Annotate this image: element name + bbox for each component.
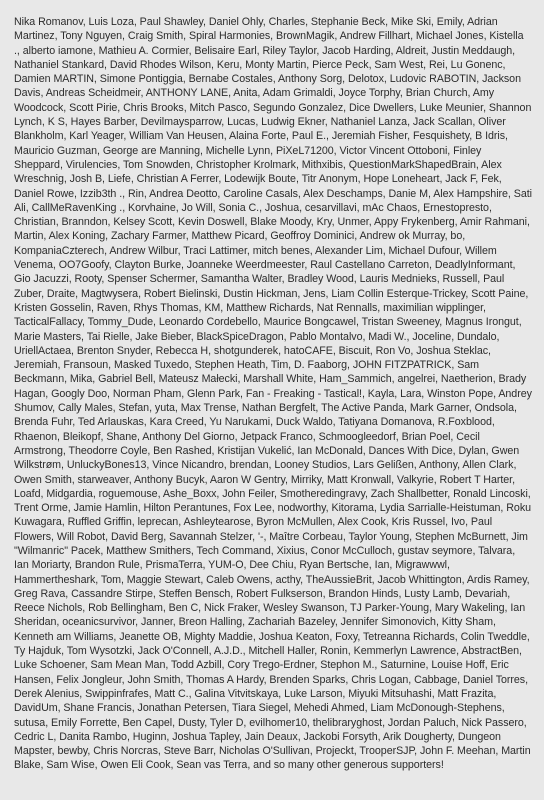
backer-credits-paragraph: Nika Romanov, Luis Loza, Paul Shawley, Daniel Ohly, Charles, Stephanie Beck, Mike Ski, Emily, Adrian Martinez, Tony Nguyen, Craig Smith, Spiral Harmonies, BrownMagik, Andrew Fillhart, Michael Jones, Kistella ., alberto iamone, Mathieu A. Cormier, Belisaire Earl, Riley Taylor, Jacob Harding, Aldreit, Justin Meddaugh, Nathaniel Stankard, David Rhodes Wilson, Keru, Monty Martin, Pierce Peck, Sam West, Rei, Lu Gonenc, Damien MARTIN, Simone Pontiggia, Bernabe Costales, Anthony Sorg, Delotox, Ludovic RABOTIN, Jackson Davis, Andreas Scheidmeir, ANTHONY LANE, Anita, Adam Grimaldi, Joyce Torphy, Brian Church, Amy Woodcock, Scott Pirie, Chris Brooks, Mitch Pasco, Segundo Gonzalez, Dice Dwellers, Luke Meunier, Shannon Lynch, K S, Hayes Barber, Devilmaysparrow, Lucas, Ludwig Ekner, Nathaniel Lanza, Jack Scallan, Oliver Blankholm, Karl Yeager, William Van Heusen, Alaina Forte, Paul E., Jeremiah Fisher, Fesquishety, B Idris, Mauricio Guzman, George are Manning, Michelle Lynn, PiXeL71200, Victor Vincent Ottoboni, Finley Sheppard, Virulencies, Tom Snowden, Christopher Krolmark, Mithxibis, QuestionMarkShapedBrain, Alex Wreschnig, Josh B, Liefe, Christian A Ferrer, Lodewijk Boute, Titr Anonym, Hope Loneheart, Jack F, Fek, Daniel Rowe, Izzib3th ., Rin, Andrea Deotto, Caroline Casals, Alex Deschamps, Danie M, Alex Hampshire, Sati Ali, CallMeRavenKing ., Korvhaine, Jo Will, Sonia C., Joshua, cesarvillavi, mAc Chaos, Ernestopresto, Christian, Branndon, Kelsey Scott, Kevin Doswell, Blake Moody, Kry, Unmer, Appy Frykenberg, Amir Rahmani, Martin, Alex Koning, Zachary Farmer, Matthew Picard, Geoffroy Dominici, Andrew ok Murray, bo, KompaniaCzterech, Andrew Wilbur, Traci Lattimer, mitch benes, Alexander Lim, Michael Dufour, Willem Venema, OO7Goofy, Clayton Burke, Joanneke Weerdmeester, Raul Castellano Carreton, DeadlyInformant, Gio Jacuzzi, Rooty, Spenser Schermer, Samantha Walter, Bradley Wood, Lauris Mednieks, Russell, Paul Zuber, Draite, Magtwysera, Robert Bielinski, Dustin Hickman, Jens, Liam Collin Esterque-Trickey, Scott Paine, Kristen Gosselin, Raven, Rhys Thomas, KM, Matthew Richards, Nat Rennalls, maximilian wipplinger, TacticalFallacy, Tommy_Dude, Leonardo Cordebello, Maurice Bongcawel, Tristan Sweeney, Magnus Irongut, Marie Masters, Tai Rielle, Jake Bieber, BlackSpiceDragon, Pablo Montalvo, Madi W., Joceline, Dundalo, UriellActaea, Brenton Snyder, Rebecca H, shotgunderek, hatoCAFE, Biscuit, Ron Vo, Joshua Steklac, Jeremiah, Fransoun, Masked Tuxedo, Stephen Heath, Tim, D. Faaborg, JOHN FITZPATRICK, Sam Beckmann, Mika, Gabriel Bell, Mateusz Małecki, Marshall White, Ham_Sammich, angelrei, Naetherion, Brady Hagan, Googly Doo, Norman Pham, Glenn Park, Fan - Freaking - Tastical!, Kayla, Lara, Winston Pope, Andrey Shumov, Cally Males, Stefan, yuta, Max Trense, Nathan Bergfelt, The Active Panda, Mark Garner, Ondsola, Brenda Fuhr, Ted Arlauskas, Kara Creed, Yu Narukami, Duck Waldo, Tatiyana Domanova, R.Foxblood, Rhaenon, Bleikopf, Shane, Anthony Del Giorno, Jetpack Franco, Schmoogleedorf, Brian Poel, Cecil Armstrong, Theodorre Coyle, Ben Rashed, Kristijan Vukelić, Ian McDonald, Dances With Dice, Dylan, Gwen Wilkstrøm, UnluckyBones13, Vince Nicandro, brendan, Looney Studios, Lars Gelißen, Anthony, Allen Clark, Owen Smith, starweaver, Anthony Bucyk, Aaron W Gentry, Mirriky, Matt Kronwall, Valkyrie, Robert T Harter, Loafd, Midgardia, roguemouse, Ashe_Boxx, John Feiler, Smotheredingravy, Zach Shallbetter, Ronald Lincoski, Trent Orme, Jamie Hamlin, Hilton Perantunes, Fox Lee, nodworthy, Kitorama, Lydia Sarrialle-Heistuman, Roku Kuwagara, Ruffled Griffin, leprecan, Ashleytearose, Byron McMullen, Alex Cook, Kris Russel, Ivo, Paul Flowers, Will Robot, David Berg, Savannah Stelzer, '-, Maître Corbeau, Taylor Young, Stephen McBurnett, Jim "Wilmanric" Pacek, Matthew Smithers, Tech Command, Xixius, Conor McCulloch, gustav seymore, Talvara, Ian Moriarty, Brandon Rule, PrismaTerra, YUM-O, Dee Chiu, Ryan Bertsche, Ian, Migrawwwl, Hammertheshark, Tom, Maggie Stewart, Caleb Owens, acthy, TheAussieBrit, Jacob Whittington, Ardis Ramey, Greg Rava, Cassandre Stirpe, Steffen Bensch, Robert Fulkserson, Brandon Hinds, Lusty Lamb, Devariah, Reece Nichols, Rob Bellingham, Ben C, Nick Fraker, Wesley Swanson, TJ Parker-Young, Mary Wakeling, Ian Sheridan, oceanicsurvivor, Janner, Breon Halling, Zachariah Bazeley, Jennifer Simonovich, Kitty Sham, Kenneth am Williams, Jeanette OB, Mighty Maddie, Joshua Keaton, Foxy, Tetreanna Richards, Colin Tweddle, Ty Hajduk, Tom Wysotzki, Jack O'Connell, A.J.D., Mitchell Haller, Ronin, Kemmerlyn Lawrence, AbstractBen, Luke Schoener, Sam Mean Man, Todd Azbill, Cory Trego-Erdner, Stephon M., Saturnine, Louise Hoff, Eric Hansen, Felix Jongleur, John Smith, Thomas A Hardy, Brenden Sparks, Chris Logan, Cabbage, Daniel Torres, Derek Alenius, Swippinfrafes, Matt C., Galina Vitvitskaya, Luke Larson, Miyuki Mitsuhashi, Matt Frazita, DavidUm, Shane Francis, Jonathan Petersen, Tiara Siegel, Mehedi Ahmed, Liam McDonough-Stephens, sutusa, Emily Forrette, Ben Capel, Dusty, Tyler D, evilhomer10, thelibraryghost, Jordan Paluch, Nick Passero, Cedric L, Danita Rambo, Huginn, Joshua Tapley, Jain Deaux, Jackobi Forsyth, Arik Dougherty, Dungeon Mapster, bewby, Chris Norcras, Steve Barr, Nicholas O'Sullivan, Projeckt, TrooperSJP, John F. Meehan, Martin Blake, Sam Wise, Owen Eli Cook, Sean vas Terra, and so many other generous supporters! [14,16,532,772]
